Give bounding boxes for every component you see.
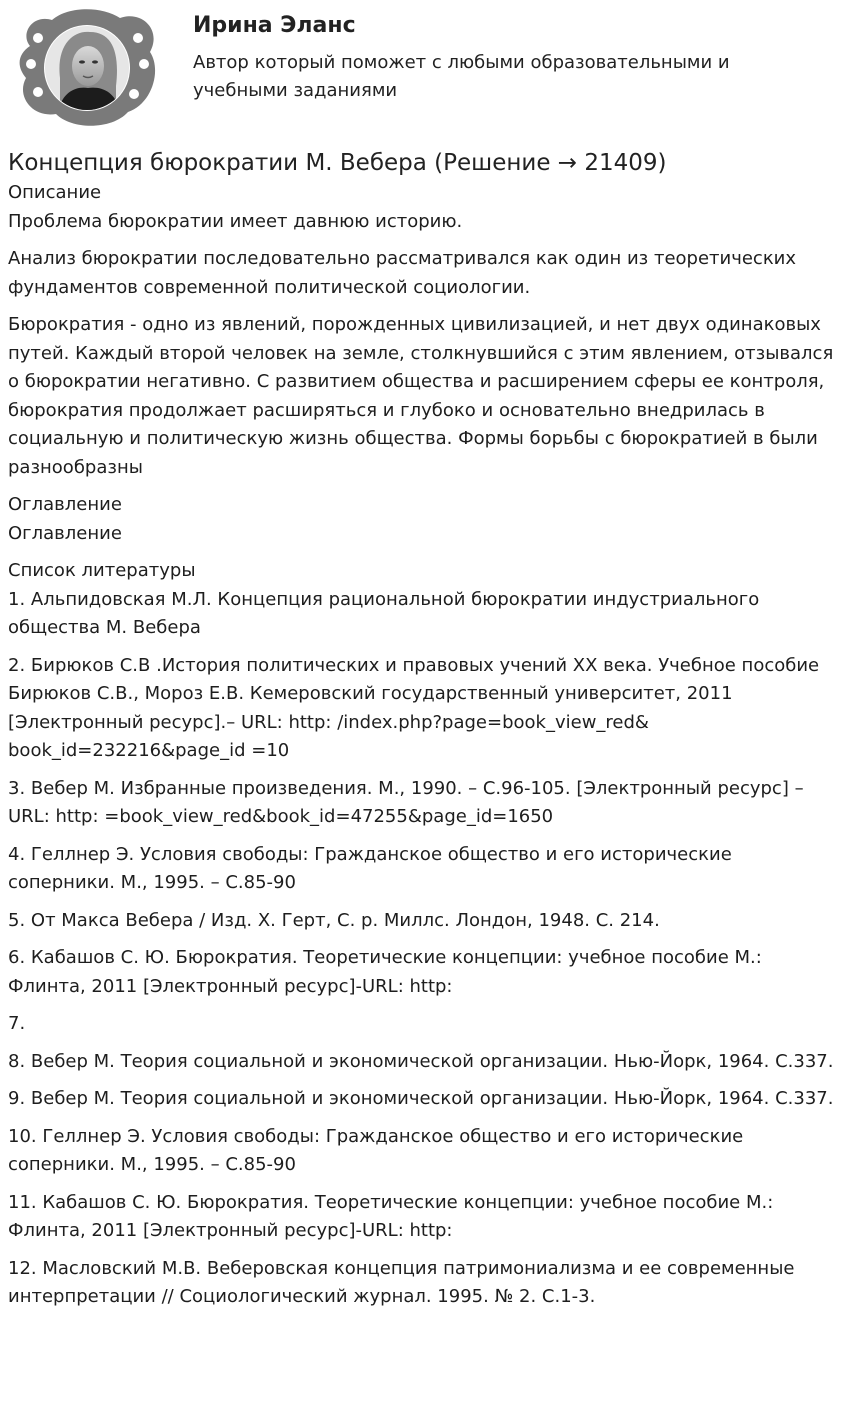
toc-text: Оглавление	[8, 522, 122, 544]
reference-item: 7.	[8, 1013, 26, 1034]
document-title: Концепция бюрократии М. Вебера (Решение → 21409)	[8, 150, 667, 176]
author-description: Автор который поможет с любыми образовательными и учебными заданиями	[193, 52, 730, 101]
reference-item: 12. Масловский М.В. Веберовская концепция патримониализма и ее современные интерпретации // Социологический журнал. 1995. № 2. С.1-3.	[8, 1257, 795, 1307]
reference-item: 10. Геллнер Э. Условия свободы: Гражданское общество и его исторические соперники. М., 1995. – С.85-90	[8, 1125, 744, 1175]
reference-item: 1. Альпидовская М.Л. Концепция рациональной бюрократии индустриального общества М. Вебера	[8, 588, 760, 638]
reference-item: 5. От Макса Вебера / Изд. Х. Герт, С. р. Миллс. Лондон, 1948. С. 214.	[8, 909, 660, 931]
reference-item: 11. Кабашов С. Ю. Бюрократия. Теоретические концепции: учебное пособие М.: Флинта, 2011 [Электронный ресурс]-URL: http:	[8, 1191, 774, 1241]
description-paragraph: Бюрократия - одно из явлений, порожденных цивилизацией, и нет двух одинаковых путей. Каждый второй человек на земле, столкнувшийся с этим явлением, отзывался о бюрократии негативно. С развитием общества и расширением сферы ее контроля, бюрократия продолжает расширяться и глубоко и основательно внедрилась в социальную и политическую жизнь общества. Формы борьбы с бюрократией в были разнообразны	[8, 314, 834, 478]
reference-item: 3. Вебер М. Избранные произведения. М., 1990. – С.96-105. [Электронный ресурс] – URL: http: =book_view_red&book_id=47255&page_id=1650	[8, 777, 804, 827]
reference-item: 4. Геллнер Э. Условия свободы: Гражданское общество и его исторические соперники. М., 1995. – С.85-90	[8, 843, 732, 893]
avatar-film-frame-icon	[16, 8, 158, 126]
avatar	[16, 8, 158, 126]
author-name: Ирина Эланс	[193, 13, 356, 38]
references-label: Список литературы	[8, 560, 196, 581]
reference-item: 8. Вебер М. Теория социальной и экономической организации. Нью-Йорк, 1964. С.337.	[8, 1050, 834, 1072]
references-list	[8, 586, 839, 1312]
toc-label: Оглавление	[8, 494, 122, 515]
reference-item: 6. Кабашов С. Ю. Бюрократия. Теоретические концепции: учебное пособие М.: Флинта, 2011 [Электронный ресурс]-URL: http:	[8, 947, 762, 997]
author-header	[8, 0, 839, 130]
description-label: Описание	[8, 182, 102, 203]
reference-item: 2. Бирюков С.В .История политических и правовых учений XX века. Учебное пособие Бирюков С.В., Мороз Е.В. Кемеровский государственный университет, 2011 [Электронный ресурс].– URL: http: /index.php?page=book_view_red& book_id=232216&page_id =10	[8, 654, 820, 761]
reference-item: 9. Вебер М. Теория социальной и экономической организации. Нью-Йорк, 1964. С.337.	[8, 1088, 834, 1109]
description-paragraph: Проблема бюрократии имеет давнюю историю.	[8, 210, 463, 232]
document-body	[8, 147, 839, 1312]
description-paragraph: Анализ бюрократии последовательно рассматривался как один из теоретических фундаментов современной политической социологии.	[8, 248, 797, 298]
